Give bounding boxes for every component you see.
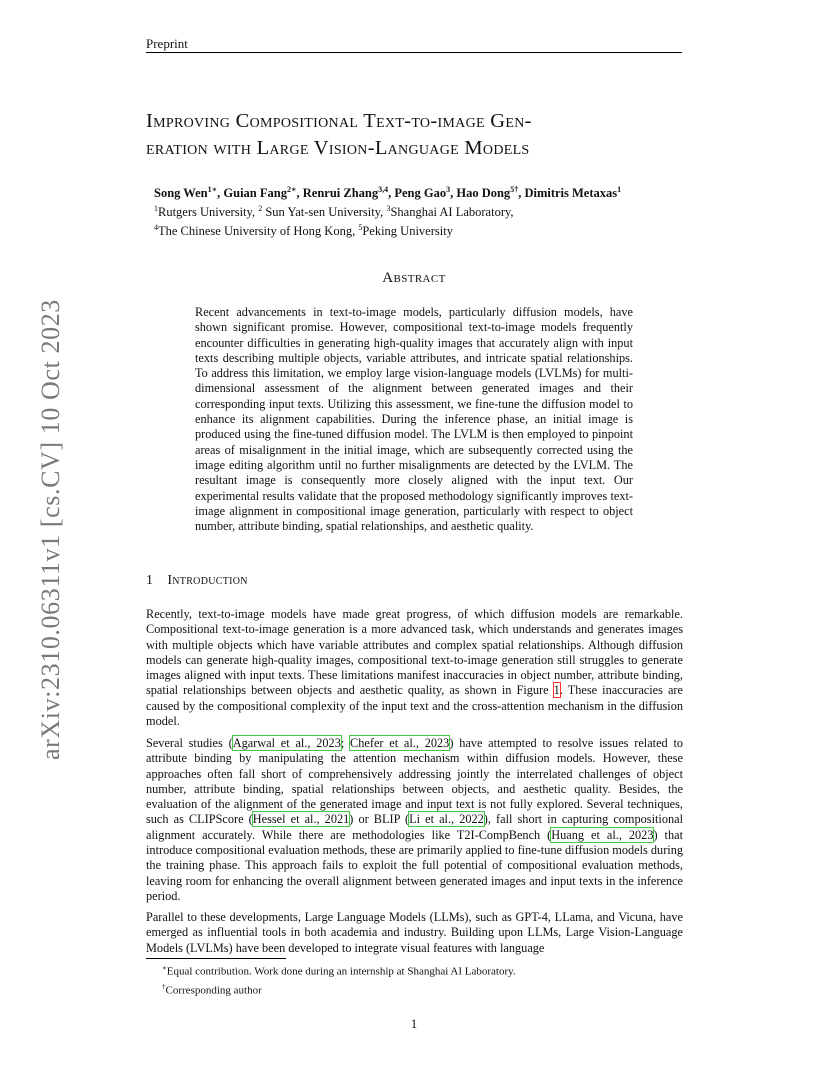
- text-run: Recently, text-to-image models have made great progress, of which diffusion models are remarkable. Compositional text-to-image generation is a more advanced task, which understands and generates images with multiple objects which have variable attributes and complex spatial relationships. Although diffusion models can generate high-quality images, compositional text-to-image generation still struggles to generate images aligned with input texts. These limitations manifest inaccuracies in object number, attribute binding, spatial relationships between objects and aesthetic quality, as shown in Figure: [146, 607, 683, 698]
- affiliation-mark: 4: [154, 223, 158, 233]
- author-names: Song Wen$^{1∗}$, Guian Fang$^{2∗}$, Renrui Zhang$^{3,4}$, Peng Gao$^3$, Hao Dong$^{5\dagger}$, Dimitris Metaxas$^1$: [154, 185, 622, 201]
- intro-paragraph-2: [146, 736, 683, 904]
- page-number: 1: [410, 1016, 418, 1031]
- text-run: . These inaccuracies are caused by the compositional complexity of the input text and the cross-attention mechanism in the diffusion model.: [146, 683, 683, 729]
- affiliation-mark: 5: [358, 223, 363, 233]
- text-run: ), fall short in capturing compositional alignment accurately. While there are methodologies like T2I-CompBench (: [146, 812, 684, 842]
- author-block: [154, 182, 694, 239]
- text-run: ) or BLIP (: [349, 812, 410, 827]
- affiliation-mark: 1: [154, 204, 158, 214]
- running-header: Preprint: [146, 36, 188, 51]
- affiliations-line-1: [154, 201, 694, 220]
- affiliation-mark: 3: [386, 204, 391, 214]
- footnote-text: Corresponding author: [165, 984, 262, 997]
- affiliation-name: Shanghai AI Laboratory,: [390, 205, 514, 220]
- footnote-mark: †: [162, 982, 166, 991]
- abstract-heading: Abstract: [382, 270, 446, 286]
- citation-link[interactable]: Huang et al., 2023: [551, 827, 654, 842]
- footnotes: [162, 961, 682, 998]
- author-name: Dimitris Metaxas: [524, 186, 618, 201]
- author-affiliation-mark: 3,4: [378, 185, 389, 194]
- title-line-2: eration with Large Vision-Language Models: [146, 137, 530, 159]
- text-run: ;: [340, 736, 351, 750]
- section-title: Introduction: [167, 573, 248, 588]
- section-heading-introduction: [146, 573, 682, 589]
- author-name: Peng Gao: [394, 186, 447, 201]
- arxiv-stamp[interactable]: arXiv:2310.06311v1 [cs.CV] 10 Oct 2023: [36, 299, 65, 760]
- footnote: [162, 980, 682, 999]
- author-affiliation-mark: 1∗: [207, 185, 218, 194]
- author-name: Hao Dong: [456, 186, 511, 201]
- affiliation-mark: 2: [258, 204, 263, 214]
- citation-link[interactable]: Chefer et al., 2023: [350, 736, 450, 750]
- affiliation-name: Rutgers University,: [158, 205, 259, 220]
- author-affiliation-mark: 2∗: [286, 185, 297, 194]
- text-run: ) have attempted to resolve issues related to attribute binding by manipulating the attention mechanism within diffusion models. However, these approaches often fall short of comprehensively addressing jointly the interrelated challenges of object number, attribute binding, spatial relationships between objects, and aesthetic quality. Besides, the evaluation of the alignment of the generated image and input text is not fully explored. Several techniques, such as CLIPScore (: [146, 736, 684, 827]
- intro-paragraph-3: Parallel to these developments, Large Language Models (LLMs), such as GPT-4, LLama, and Vicuna, have emerged as influential tools in both academia and industry. Building upon LLMs, Large Vision-Language Models (LVLMs) have been developed to integrate visual features with language: [146, 910, 683, 955]
- figure-reference-link[interactable]: 1: [553, 683, 560, 698]
- section-number: 1: [146, 573, 154, 588]
- footnote-text: Equal contribution. Work done during an internship at Shanghai AI Laboratory.: [166, 965, 516, 978]
- affiliation-name: The Chinese University of Hong Kong,: [158, 224, 359, 239]
- author-affiliation-mark: 1: [617, 185, 622, 194]
- text-run: ) that introduce compositional evaluation methods, these are primarily applied to fine-tune diffusion models during the training phase. This approach fails to exploit the full potential of compositional evaluation methods, leaving room for enhancing the overall alignment between generated images and input texts in the inference period.: [146, 827, 683, 903]
- citation-link[interactable]: Hessel et al., 2021: [252, 812, 350, 827]
- header-rule: [146, 52, 682, 53]
- footnote: [162, 961, 682, 980]
- title-line-1: Improving Compositional Text-to-image Gen-: [146, 110, 532, 132]
- text-run: Several studies (: [146, 736, 233, 750]
- author-name: Song Wen: [154, 186, 208, 201]
- author-name: Guian Fang: [223, 186, 287, 201]
- citation-link[interactable]: Li et al., 2022: [409, 812, 484, 827]
- affiliations-line-2: [154, 220, 694, 239]
- author-affiliation-mark: 3: [446, 185, 451, 194]
- citation-link[interactable]: Agarwal et al., 2023: [232, 736, 341, 750]
- abstract-text: Recent advancements in text-to-image models, particularly diffusion models, have shown significant promise. However, compositional text-to-image models frequently encounter difficulties in generating high-quality images that accurately align with input texts describing multiple objects, variable attributes, and intricate spatial relationships. To address this limitation, we employ large vision-language models (LVLMs) for multi-dimensional assessment of the alignment between generated images and their corresponding input texts. Utilizing this assessment, we fine-tune the diffusion model to enhance its alignment capabilities. During the inference phase, an initial image is produced using the fine-tuned diffusion model. The LVLM is then employed to pinpoint areas of misalignment in the initial image, which are subsequently corrected using the image editing algorithm until no further misalignments are detected by the LVLM. The resultant image is consequently more closely aligned with the input text. Our experimental results validate that the proposed methodology significantly improves text-image alignment in compositional image generation, particularly with respect to object number, attribute binding, spatial relationships, and aesthetic quality.: [195, 305, 633, 534]
- intro-paragraph-1: [146, 607, 683, 729]
- author-affiliation-mark: 5†: [510, 185, 519, 194]
- paper-title: [146, 108, 706, 162]
- footnote-rule: [146, 958, 286, 959]
- footnote-mark: ∗: [162, 964, 167, 972]
- affiliation-name: Peking University: [362, 224, 453, 239]
- affiliation-name: Sun Yat-sen University,: [262, 205, 387, 220]
- author-name: Renrui Zhang: [302, 186, 379, 201]
